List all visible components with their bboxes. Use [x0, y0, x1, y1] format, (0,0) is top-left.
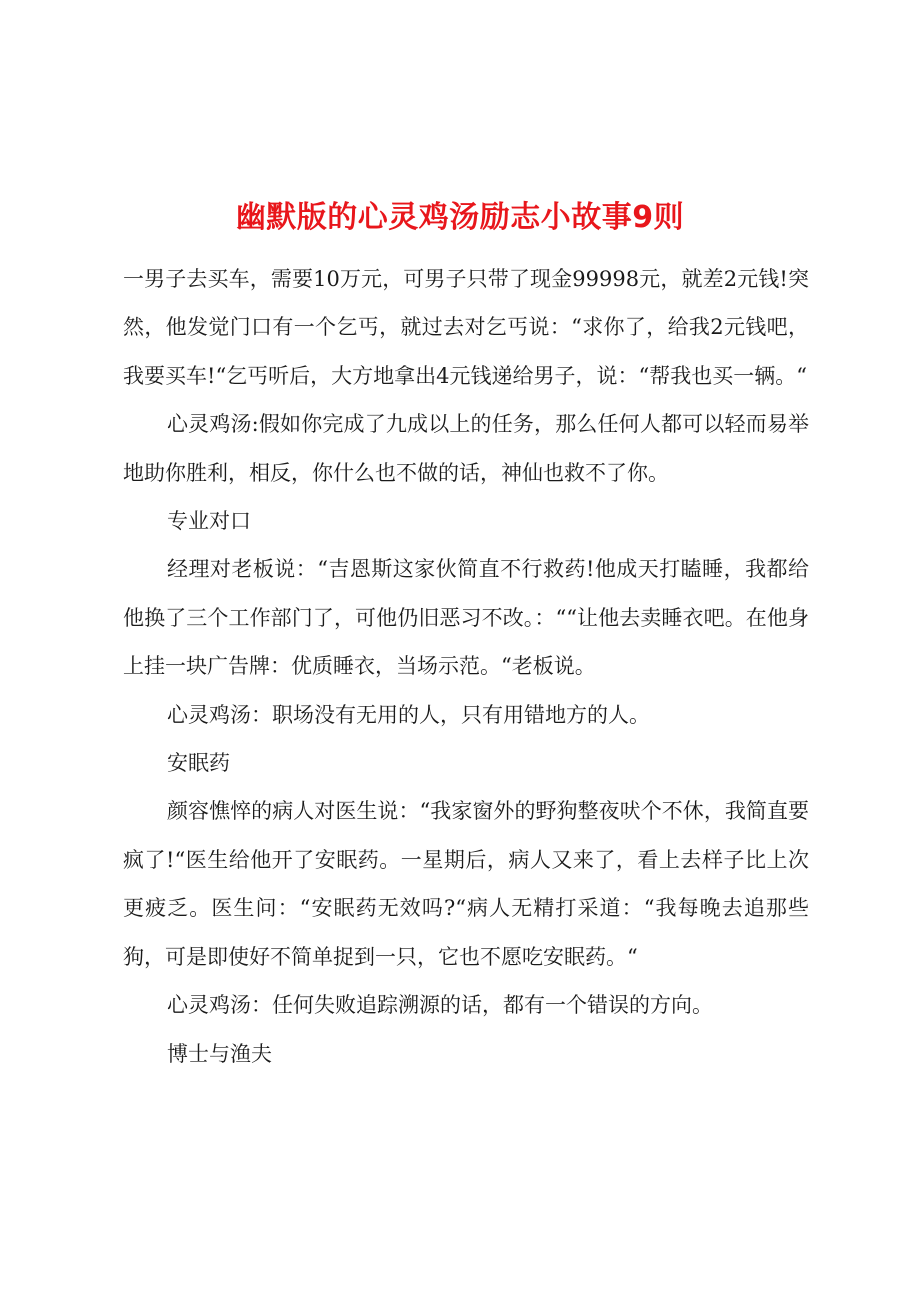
paragraph-story-sleeping-pills: 颜容憔悴的病人对医生说：“我家窗外的野狗整夜吠个不休，我简直要疯了!“医生给他开了安眠药。一星期后，病人又来了，看上去样子比上次更疲乏。医生问：“安眠药无效吗?“病人无精打采道：“我每晚去追那些狗，可是即使好不简单捉到一只，它也不愿吃安眠药。“ — [123, 799, 809, 969]
section-heading-sleeping-pills: 安眠药 — [167, 751, 230, 776]
paragraph-story-pajamas: 经理对老板说：“吉恩斯这家伙简直不行救药!他成天打瞌睡，我都给他换了三个工作部门了，可他仍旧恶习不改。：““让他去卖睡衣吧。在他身上挂一块广告牌：优质睡衣，当场示范。“老板说。 — [123, 557, 809, 679]
document-title: 幽默版的心灵鸡汤励志小故事9则 — [235, 200, 685, 235]
paragraph-moral-car: 心灵鸡汤:假如你完成了九成以上的任务，那么任何人都可以轻而易举地助你胜利，相反，你什么也不做的话，神仙也救不了你。 — [123, 412, 809, 485]
paragraph-moral-sleeping-pills: 心灵鸡汤：任何失败追踪溯源的话，都有一个错误的方向。 — [167, 993, 713, 1018]
paragraph-moral-pajamas: 心灵鸡汤：职场没有无用的人，只有用错地方的人。 — [167, 702, 650, 727]
section-heading-doctor-fisherman: 博士与渔夫 — [167, 1041, 272, 1066]
document-body — [123, 255, 809, 1078]
paragraph-story-car: 一男子去买车，需要10万元，可男子只带了现金99998元，就差2元钱!突然，他发觉门口有一个乞丐，就过去对乞丐说：“求你了，给我2元钱吧，我要买车!“乞丐听后，大方地拿出4元钱递给男子，说：“帮我也买一辆。“ — [123, 267, 809, 388]
section-heading-professional-match: 专业对口 — [167, 509, 251, 534]
